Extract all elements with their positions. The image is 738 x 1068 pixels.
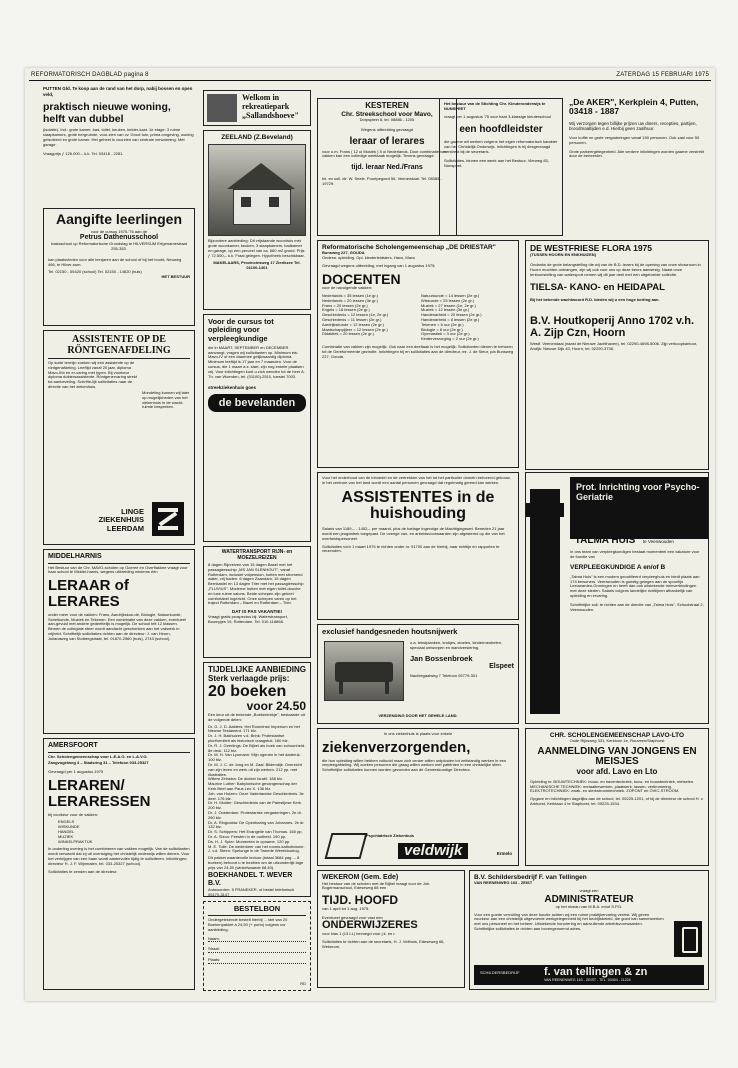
vtellingen-emblem-icon — [674, 921, 702, 957]
boek-item: Dr. A. Sizoo: Feesten in de oudheid. 190 pp. — [208, 833, 287, 839]
flora-body2: Bij het bekende wachtwoord R.D. bieden wij u een hoge korting aan. — [530, 296, 660, 302]
watertransport-footer: Vraagt gratis prospectus bij: Waterstransport, Boompjes 19, Rotterdam. Tel. 010-118868. — [208, 613, 288, 624]
akker-title: „De AKER", Kerkplein 4, Putten, 03418 - 1887 — [569, 98, 699, 117]
newspaper-page — [25, 68, 715, 1001]
welkom-title: Welkom in rekreatiepark „Sallandshoeve" — [242, 93, 299, 120]
vtellingen-ad — [469, 870, 709, 990]
watertransport-body: 8 dagen Rijnreizen van 15 dagen Basel met het passagiersschip „MS JAN SLENHOUT", vanaf Rotterdam, inclusief volpension, hutten met stromend water, vrij baden. 6 dagen Zaandam, 15 dagen Bernkastel en 13 dagen Trier met het passagiersschip „FLUVIUS". Moderne hutten met eigen toilet-douche en luxe ruime salons. Beide schepen zijn geheel comfortabel ingericht. Onze schepen varen op het traject Rotterdam – Bazel en Rotterdam – Trier. — [208, 562, 304, 606]
cursus-title: Voor de cursus tot opleiding voor verpleegkundige — [208, 317, 274, 343]
akker-ad — [569, 98, 709, 226]
houtsnij-body: o.a. tekstplanken, krukjes, stoelen, kindermeubelen, speciaal ontworpen en wandversiering. — [410, 640, 503, 650]
lavo-job-sub: voor afd. Lavo en Lto — [576, 766, 658, 776]
onderwijzeres-title: ONDERWIJZERES — [322, 919, 418, 932]
assistente-body: Op korte termijn zoeken wij een assistente op de röntgenafdeling. Leeftijd vanaf 20 jaar, diploma Mavo-IIIb en er-varing met typen. Bij voorkeur diploma doktersassistente. Röntgenervaring strekt tot aanbeveling. Schrifte-lijk sollicitaties naar de directie van het ziekenhuis. — [48, 360, 137, 389]
ziekenv-title: ziekenverzorgenden, — [322, 738, 471, 756]
vakken-left — [322, 294, 415, 342]
docenten-title: DOCENTEN — [322, 270, 401, 287]
watertransport-title: WATERTRANSPORT RIJN- en MOEZELREIZEN — [221, 549, 293, 561]
vak-row: Kinderverzorging = 2 uur (2e gr.) — [421, 336, 479, 342]
lavo-addr: Oude Rijksweg 331, Kerkloon 1e, Rouveen/Staphorst — [569, 738, 665, 744]
vak-row: Natuurkunde = 14 lessen (2e gr.) — [421, 293, 480, 299]
boeken-title: 20 boeken — [208, 682, 287, 700]
bestelbon-naam-field[interactable]: Naam: — [208, 937, 306, 943]
vak-row: Nederlands = 20 lessen (3e gr.) — [322, 297, 378, 303]
boek-item: Dr. R. J. Geerlings: De Bijbel als boek van schoonheid. 8e druk. 112 blz. — [208, 742, 306, 753]
leraren-sign: Sollicitaties te zenden aan de directeur. — [48, 868, 118, 874]
kesteren-job: leraar of lerares — [349, 135, 425, 147]
talma-place: te Veenwouden — [642, 539, 674, 544]
leraren-vakken — [58, 820, 190, 844]
onderwijzeres-intro: Eventueel gevraagd voor vast een — [322, 914, 383, 920]
aangifte-sub: voor de cursus 1975-'76 aan de — [90, 228, 148, 234]
woning-title: praktisch nieuwe woning, helft van dubbel — [43, 101, 171, 125]
vak-row: Geschiedenis = 12 lessen (1e, 2e gr.) — [322, 312, 389, 318]
header-right: ZATERDAG 15 FEBRUARI 1975 — [616, 72, 709, 78]
vak-row: Didaktiek = 20 lessen (2e gr.) — [322, 331, 374, 337]
woning-ad — [43, 86, 195, 206]
vak-row: Biologie = 8 uur (2e gr.) — [421, 326, 463, 332]
kesteren-intro: Wegens uitbreiding gevraagd — [361, 126, 413, 132]
linge-emblem-icon — [152, 502, 184, 536]
vtelling-logo-name: f. van tellingen & zn — [544, 966, 648, 978]
flora-title: DE WESTFRIESE FLORA 1975 — [530, 243, 653, 253]
vak-row: Wiskunde = 25 lessen (2e gr.) — [421, 297, 475, 303]
gouda-sub: Onderw. opleiding, Opl. kleuterleidsters, Havo, Mavo — [322, 254, 416, 260]
leraar-title: LERAAR of LERARES — [48, 577, 129, 611]
boeken-footer: Dit pakket waardevolle lectuur (totaal 3684 pag. – 8 boeken) behoort u te bezitten om de uitzonderlijk lage prijs van 24,50 (winkelwaarde 68,40). — [208, 855, 304, 870]
assistente-side: Mondeling kunnen wij later op mogelijkheden van het ziekenhuis in de wacht-ruimte bespreken. — [142, 390, 190, 410]
vtelling-logo-label: SCHILDERSBEDRIJF — [480, 970, 520, 975]
vak-row: Handenarbeid = 8 lessen (2e gr.) — [421, 317, 480, 322]
linge-logo — [84, 502, 184, 538]
wekerom-ad — [317, 870, 465, 988]
gouda-intro: Gevraagd wegens uitbreiding, met ingang van 1 augustus 1975: — [322, 262, 436, 268]
assistente-title: ASSISTENTE OP DE RÖNTGENAFDELING — [67, 334, 171, 356]
stichting-job: een hoofdleidster — [459, 124, 543, 136]
talma-body2: „Talma Huis" is een modern geoutilleerd verpleeghuis en biedt plaats aan 174 bewoners. Veenwouden is gunstig gelegen aan de spoorlijn Leeuwarden-Groningen en heeft dan ook uitstekende treinverbindingen met deze steden. Salaris volgens landelijke richtlijnen afhankelijk van opleiding en ervaring. — [570, 573, 700, 598]
kesteren-body: voor o.m. Frans ( 12 ul Musiek ) 5 ul Nederlands. Door combinatie van vakken kan een volledige weektaak mogelijk. Tevens gevraagd: — [322, 148, 447, 159]
watertransport-dates: DAT IS PAS VAKANTIE! — [231, 609, 282, 615]
boekhandel-name: BOEKHANDEL T. WEVER B.V. — [208, 872, 293, 888]
zeeland-body: Bijzondere aanbieding: Dit vrijstaande woonhuis met grote woonkamer, keuken, 3 slaapkamers, badkamer en garage, op een perceel van ca. 660 m2 grond. Prijs ƒ 72.500,– k.k. Fraai gelegen. Hypotheek beschikbaar. — [208, 238, 305, 258]
amersfoort-addr: Zangvogelweg 4 – Stadsring 31 – Telefoon 033-25327 — [48, 760, 149, 766]
boek-item: Maurice Luther: Babylonische gevangenschap der Kerk Brief aan Paus Leo X. 136 blz. — [208, 781, 297, 791]
cursus-body: die in MAART, SEPTEMBER en DECEMBER aanvangt, vragen wij sollicitanten op. Minimum eis: Mavo-IV of een daarmee gelijkwaardig diploma. Minimum leeftijd is 17 jaar en 7 maanden. Voor de cursus, die 1 maart a.s. start, zijn nog enkele plaatsen vrij. Voor inlichtingen kunt u zich wenden tot de heer A. Th. van Woerden, tel. (01100)-2510, toestel 7003. — [208, 344, 305, 379]
houtsnij-place: Elspeet — [489, 662, 514, 670]
kesteren-footer: Inl. en soll. dir. W. Seele, Poortpegoed 56, Veenendaal. Tel. 08385 - 19729. — [322, 175, 442, 186]
driestar-ad — [317, 240, 519, 468]
gouda-body: Combinatie van vakken zijn mogelijk. Ook naar een deeltaak is het mogelijk. Sollicitanten dienen te behoren tot de Gereformeerde gezindte. Inlichtingen bij en sollicitaties aan de directeur, mr. J. de Steur, p/a Bunsweg 227, Gouda. — [322, 343, 514, 359]
zeeland-title: ZEELAND (Z.Beveland) — [221, 134, 293, 141]
wekerom-title: WEKEROM (Gem. Ede) — [322, 874, 399, 881]
boekhandel-addr: Antwoorden: 5 FRANEKER, of bestel telefonisch 05170-3147 — [208, 886, 295, 897]
middelharnis-intro: Het Bestuur van de Chr. MAVO-scholen op Goeree en Overflakkee vraagt voor haar school te Middel-harnis, wegens uitbreiding miniems één — [48, 564, 188, 575]
flora-ad — [525, 240, 709, 470]
veldwijk-label: Psychiatrisch Ziekenhuis — [366, 833, 415, 839]
bestelbon-body: Ondergetekende bestelt hierbij ... stel van 20 Boekenpakket à 24,50 (+ porto) volgens uw aanbieding. — [208, 917, 288, 932]
flora-sub: (TUSSEN HOORN EN ENKHUIZEN) — [530, 252, 597, 258]
houtkoperij-addr: Westf. Veenendaal (naast de Nieuwe Jachthaven), tel. 02290-4698-5006. Zijp verkoopkantoor, Andijk: Nieuwe Dijk 40, Hoorn, tel. 02290-3736. — [530, 340, 698, 351]
talma-footer: Schriftelijke soll. te richten aan de directie van „Talma Huis", Schoolstraat 2, Veenwouden. — [570, 601, 704, 612]
ziekenverzorgenden-ad — [317, 728, 519, 866]
stichting-body: die gaarne wil werken volgens het eigen reformatorisch karakter van het Christelijk Onderwijs. Inlichtingen is bij desgevraagd verstrekt bij de secretaris. — [444, 139, 558, 154]
cursus-sign: streekziekenhuis goes — [208, 385, 257, 391]
putten-line: PUTTEN Gld. Te koop aan de rand van het dorp, nabij bossen en open veld, — [43, 86, 193, 97]
header-rule — [29, 80, 711, 81]
boek-item: Dr. G. J. D. Aalders: Het Romeinse Imperium en het Nieuwe Testament. 171 blz. — [208, 723, 300, 734]
vtelling-body: Voor een goede vervulling van deze functie achten wij een ruime praktijkervaring vereist. Wij geven voorkeur aan een christelijk uitgevoerde werkgelegenheid bij het bedrijfsbeleid, die goed kan samenwerken met ons personeel en het beheer. Uitstekende honorering en aanvullende arbeidsvoorwaarden. Schriftelijke sollicitaties te richten aan bovengenoemd adres. — [474, 911, 664, 931]
vak-row: Engels = 18 lessen (2e gr.) — [322, 307, 370, 313]
boek-item: Dr. A. Ringnalda: De Openbaring van Johannes. 2e dr. 132 blz. — [208, 819, 305, 830]
veldwijk-place: Ermelo — [496, 851, 512, 857]
talma-head: Prot. Inrichting voor Psycho-Geriatrie — [576, 482, 700, 502]
woning-body: (isolatie). Ind.: grote kamer, bad, toilet, keuken, kelder-kast. 1e etage: 3 ruime slaapkamers, grote bergruimte, voor-zien van cv. Groot tuin, prima omgeving, woning gelsoleerd en grote kamer. Het geheel is voorzien van centrale verwarming. Met garage. — [43, 127, 194, 147]
amersfoort-date: Gevraagd per 1 augustus 1975 — [48, 769, 104, 775]
huishouding-intro: Voor het onderhoud van de inboedel en de vertrekken van het tot het particulier domein behorend gebouw, in het centrum van het land wordt een aantal personen gevraagd dat regelmatig gereed kan werken. — [322, 475, 511, 485]
vak-row: Muziek = 12 lessen (3e gr.) — [421, 307, 470, 313]
vtelling-title: B.V. Schildersbedrijf F. van Tellingen — [474, 874, 587, 881]
boek-item: Dr. J. Oosterdam: Protestantse vergaderingen. 2e dr. 260 blz. — [208, 809, 302, 820]
vak-item: HANDEL — [58, 828, 75, 834]
boek-item: Dr. J. H. Bakhuizen v.d. Brink: Protestantse pluriformiteit als historisch vraagstuk. 160 blz. — [208, 733, 289, 743]
bestelbon-rd: RD — [300, 981, 306, 987]
vak-row: Muziek = 27 lessen (1e, 2e gr.) — [421, 302, 476, 308]
talma-t-bar — [525, 503, 564, 517]
houtsnij-ad — [317, 624, 519, 724]
gouda-title: Reformatorische Scholengemeenschap „DE DRIESTAR" — [322, 244, 496, 251]
huishouding-body: Salaris van 1189,– - 1452,– per maand, plus de toelage ingevolge de Machtigingswet. Beneden 21 jaar wordt een jeugdafrek toegepast. De overige van- en arbeidsvoorwaarden zijn afgestemd op die van het overheidspersoneel. — [322, 526, 505, 541]
akker-note: Voor koffie en grote vergaderingen vanaf 150 personen. Ook zaal voor 50 personen. — [569, 134, 700, 145]
kesteren-addr: Dorpsplein 8, tel. 08886 - 1205 — [359, 116, 415, 122]
boeken-intro: Een keur uit de bekende „Boekentrekje", bestaande uit de volgende delen: — [208, 711, 305, 722]
bestelbon-title: BESTELBON — [233, 904, 281, 913]
docenten-sub: voor de navolgende vakken: — [322, 285, 373, 291]
vak-row: Frans = 20 lessen (2e gr.) — [322, 302, 368, 308]
akker-body: Wij verzorgen tegen billijke prijzen uw diners, recepties, partijen, broodmaaltijden e.d. Hierbij geen zaalhuur. — [569, 120, 697, 132]
houtsnij-photo — [324, 641, 404, 701]
gouda-addr: Bunsweg 227, GOUDA — [322, 250, 365, 256]
vak-item: WINKELPRAKTIJK — [58, 838, 93, 844]
cursus-ad — [203, 314, 311, 542]
vak-row: Nederlands = 35 lessen (1e gr.) — [322, 293, 378, 299]
kesteren-ad — [317, 98, 457, 236]
flora-body: Ondanks de grote belangstelling die wij van de B.D.-lezers bij de opening van onze showroom in Hoorn mochten ontvangen, zijn wij ook voor ons op deze beurs aanwezig. Naast onze tentoonstelling van watersport nemen wij dit jaar deel met een uitgebreide collectie. — [530, 262, 701, 277]
houtsnij-name: Jan Bossenbroek — [410, 653, 473, 663]
houtsnij-text — [410, 641, 514, 678]
boek-item: Ds. H. J. Spier: Momenten in opname. 120 pp. — [208, 838, 291, 844]
amersfoort-school: Chr. Scholengemeenschap voor L.E.A.O. en L.A.V.O. — [48, 753, 148, 759]
leraren-body: In onderling overleg is het combineren van vakken mogelijk. Van de sollicitanten wordt verwacht dat zij uit overtuiging het christelijk onderwijs willen dienen. Voor het verkrijgen van een baan wordt aanbevolen tijdig te solliciteren. Inlichtingen: directeur H. J. F. Wijnmalen, tel. 033-25327 (school). — [48, 846, 190, 866]
lavo-ad — [525, 728, 709, 866]
lavo-body: Opleiding in: BOUWTECHNIEK: bouw- en haventechniek, touw- en bouwtechniek, metselen. MECHANISCHE TECHNIEK: metaalbewerken, plaatwerk, lassen, vertimmering. ELEKTROTECHNIEK: zwak- en sterkstroomtechniek. ZOPONT en OVIC-STROOM. — [530, 778, 695, 794]
bestelbon-fields — [208, 937, 306, 964]
boek-item: Willem Zeinstra: De dichter Israël. 188 blz. — [208, 776, 284, 782]
vak-item: ENGELS — [58, 819, 75, 825]
house-photo — [208, 144, 306, 236]
veldwijk-name: veldwijk — [398, 843, 468, 860]
boeken-list — [208, 725, 306, 855]
tijd-hoofd-sub: van 1 april tot 1 aug. 1975. — [322, 905, 370, 911]
tijd-hoofd: TIJD. HOOFD — [322, 893, 399, 908]
aangifte-plaats: kan plaatsvinden voor alle leerjaren aan de school of bij het hoofd, Neuweg 466, te Hilver-sum. — [48, 256, 182, 267]
vtelling-job: ADMINISTRATEUR — [544, 893, 634, 905]
boek-item: Joh. van Hulzen: Onze Vaderlandse Geschiedenis. 3e deel. 176 blz. — [208, 790, 304, 801]
vak-row: Handenarbeid = 20 lessen (2e gr.) — [421, 312, 482, 318]
assistente-ad — [43, 330, 195, 545]
lavo-footer: Opgave en inlichtingen dagelijks aan de school, tel. 05225-1201, of bij de directeur de school H. v. Arkhorst, Kerklaan 4 te Staphorst, tel. 05225-1534. — [530, 796, 704, 806]
vak-row: Maatschappijleer = 12 lessen (2e gr.) — [322, 326, 388, 332]
vtelling-logo-addr: VAN REENENWEG 163 - ZEIST - TEL. 03404 - 11224 — [544, 978, 631, 982]
boeken-price: voor 24.50 — [246, 699, 306, 714]
vak-row: Tekenen = 6 uur (2e gr.) — [421, 321, 464, 327]
lavo-title: CHR. SCHOLENGEMEENSCHAP LAVO-LTO — [549, 732, 685, 739]
boek-item: Dr. M. H. Van Lyomann: Mijn ogenen in het daderuk. 100 blz. — [208, 752, 301, 763]
vak-item: MUZIEK — [58, 833, 74, 839]
lavo-job: AANMELDING VAN JONGENS EN MEISJES — [537, 745, 697, 768]
talma-header-band — [570, 477, 708, 539]
stichting-footer: Sollicitaties, binnen een week aan het Bestuur, Vierweg 83, Nunspeet. — [444, 157, 549, 168]
boeken-ad — [203, 662, 311, 897]
header-left: REFORMATORISCH DAGBLAD pagina 8 — [31, 72, 149, 78]
vak-row: Aardrijkskunde = 12 lessen (2e gr.) — [322, 321, 384, 327]
vakken-table — [322, 294, 514, 342]
kesteren-school: Chr. Streekschool voor Mavo, — [341, 110, 433, 118]
vtelling-sub: vraagt een — [579, 887, 599, 893]
vtelling-job-sub: op het niveau van M.B.A. en/of S.P.D. — [555, 903, 623, 909]
aangifte-tel: Tel. 02150 - 55420 (school) Tel. 02150 - 14620 (huis) — [48, 269, 142, 275]
houtkoperij-title: B.V. Houtkoperij Anno 1702 v.h. A. Zijp Czn, Hoorn — [530, 314, 695, 339]
linge-name: LINGE ZIEKENHUIS LEERDAM — [98, 507, 144, 533]
houtsnij-footer: VERZENDING DOOR HET GEHELE LAND. — [378, 713, 458, 719]
huishouding-ad — [317, 472, 519, 620]
amersfoort-ad — [43, 738, 195, 990]
leraren-title: LERAREN/ LERARESSEN — [48, 777, 151, 810]
ziekenv-intro: In ons ziekenhuis is plaats voor enkele — [383, 731, 453, 736]
vtelling-addr: VAN REENENWEG 163 - ZEIST — [474, 880, 533, 886]
zeeland-ad — [203, 130, 311, 310]
vtellingen-logo-band — [474, 965, 704, 985]
woning-price: Vraagprijs ƒ 126.000.– k.k. Tel. 03418 - 2281. — [43, 150, 124, 156]
welkom-ad — [203, 90, 311, 126]
ziekenv-body: die hun opleiding willen hebben voltooid maar zich verder willen ontplooien tot zelfstandig werken in een verpleegafdeling. Wij zoeken personen die graag willen werken met patiënten in een christelijke sfeer. Schriftelijke sollicitaties kunnen worden gezonden aan de Geneeskundige Directeur. — [322, 757, 507, 773]
flora-title2: TIELSA- KANO- en HEIDAPAL — [530, 281, 665, 293]
vakken-right — [421, 294, 514, 342]
kesteren-job2: tijd. leraar Ned./Frans — [351, 164, 423, 172]
boek-item: M. E. Tolle: De wederkeer van het rooms-katholicisme. — [208, 843, 305, 849]
vak-item: WISKUNDE — [58, 824, 80, 830]
huishouding-title: ASSISTENTES in de huishouding — [341, 488, 495, 523]
middelharnis-ad — [43, 549, 195, 734]
onderwijzeres-sub: voor klas 1 (13 LL) bevoegd voor j.k. en r. — [322, 931, 396, 937]
kesteren-title: KESTEREN — [365, 101, 409, 110]
rekreatiepark-image — [207, 94, 237, 122]
stichting-title: Het bestuur van de Stichting Chr. Kleuteronderwijs te NUNSPEET — [444, 101, 546, 111]
aangifte-sign: HET BESTUUR — [161, 274, 190, 280]
vak-row: Gymnastiek = 3 uur (2e gr.) — [421, 331, 470, 337]
boek-item: Dr. M. J. C. de Jong en M. Zaal: Bildendijk. Overzicht van zijn leven en werk uit zijn werken. 212 pp. met illustraties. — [208, 761, 302, 777]
tijdelijk-title: TIJDELIJKE AANBIEDING Sterk verlaagde prijs: — [208, 665, 306, 683]
zeeland-makelaar: MAKELAARS, Provinciesweg 17 Zierikzee Tel. 01100-1401 — [213, 260, 301, 271]
aangifte-body: basisschool op Reformatorische Grondslag te HILVERSUM Erfgenamestraat 255-353. — [51, 241, 187, 251]
leraren-sub: bij voorkeur voor de vakken: — [48, 811, 99, 817]
houtsnij-title: exclusief handgesneden houtsnijwerk — [322, 627, 458, 636]
leraar-body: onder meer voor de vakken: Frans, Aardrijkskun-de, Biologie, Natuurkunde, Scheikunde, Muziek en Tekenen. Een combinatie van deze vakken, eventueel aan-gevuld met andere gedeeltelijk is mogelijk. De school telt 12 klassen. Binnen de collegiale sfeer wordt aandacht geschonken aan het vakwerk in vrijheid. Schriftelijk sollicitaties richten aan de directeur: J. van Heurn, Julianaweg van Stolbergstraat, tel. 01870-2560 (huis), 2743 (school). — [48, 611, 187, 641]
talma-job: VERPLEEGKUNDIGE A en/of B — [570, 563, 666, 571]
wekerom-body: Het bestuur van de scholen met de Bijbel vraagt voor de Joh. Bogermanschool, Edeseweg 68 een — [322, 880, 431, 891]
aangifte-ad — [43, 208, 195, 326]
huishouding-footer: Sollicitaties vóór 1 maart 1975 te richten onder nr. 91700 aan de hierbij, naar richtlijn en rapporten te verzenden. — [322, 543, 500, 554]
stichting-ad — [439, 98, 563, 236]
talma-t-letter-icon — [530, 489, 560, 714]
bestelbon-coupon[interactable] — [203, 901, 311, 991]
talma-ad — [525, 472, 709, 724]
watertransport-ad — [203, 546, 311, 658]
aangifte-title: Aangifte leerlingen — [55, 211, 183, 227]
amersfoort-head: AMERSFOORT — [48, 742, 98, 749]
bestelbon-plaats-field[interactable]: Plaats: — [208, 958, 306, 964]
houtsnij-addr: Nachtegaalweg 7 Telefoon 05779-301 — [410, 672, 478, 678]
akker-footer: Grote parkeergelegenheid. Alle verdere inlichtingen worden gaarne verstrekt door de beheerder. — [569, 148, 705, 159]
vak-row: Geschiedenis = 11 lessen (2e gr.) — [322, 317, 382, 322]
bestelbon-straat-field[interactable]: Straat: — [208, 947, 306, 953]
boek-item: Dr. H. Mulder: Geschiedenis van de Palestijnse Kerk. 200 blz. — [208, 800, 303, 811]
talma-name: "TALMA HUIS" — [570, 535, 641, 546]
bevelanden-name: de bevelanden — [218, 396, 296, 409]
veldwijk-emblem-icon — [325, 833, 368, 859]
bevelanden-logo — [208, 394, 306, 412]
talma-text — [570, 535, 704, 612]
boek-item: J. v.d. Steen: Spelonge in de Tweede Wereldoorlog. — [208, 848, 300, 854]
talma-body: In ons team van verpleegkundigen bestaat momenteel een vakature voor de functie van — [570, 549, 700, 559]
boek-item: Dr. S. Schippers: Het Evangelie van Thomas. 160 pp. — [208, 829, 303, 835]
stichting-sub: vraagt per 1 augustus '75 voor haar 3-klassige kleuterschool — [444, 113, 551, 119]
middelharnis-head: MIDDELHARNIS — [48, 553, 102, 560]
wekerom-footer: Sollicitaties te richten aan de secretaris, H. J. Velthuis, Edeseweg 66, Wekerom. — [322, 938, 445, 949]
aangifte-school: Petrus Dathenusschool — [79, 234, 159, 242]
